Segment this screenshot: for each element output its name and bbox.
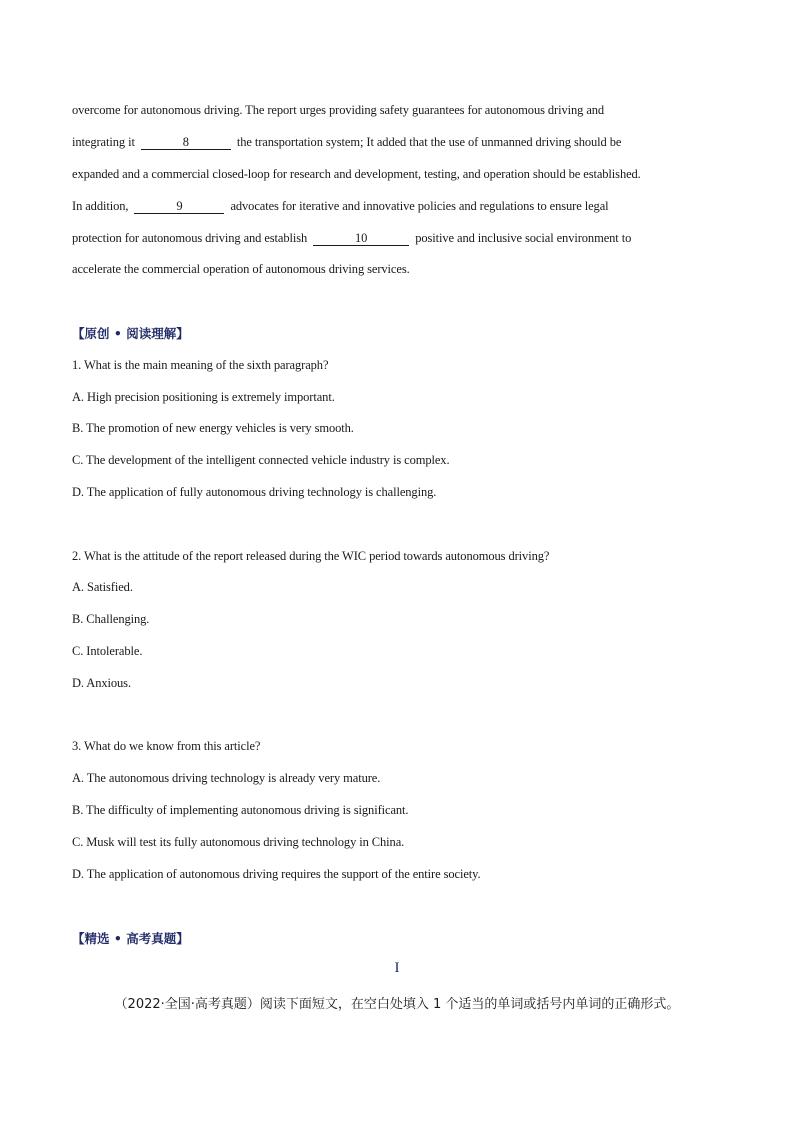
section-heading-exam: 【精选 • 高考真题】	[72, 931, 189, 946]
section-numeral: I	[394, 960, 400, 976]
passage-text: In addition,	[72, 199, 129, 213]
question-2-option-b: B. Challenging.	[72, 612, 150, 626]
question-1-option-a: A. High precision positioning is extremely important.	[72, 390, 335, 404]
question-3-option-b: B. The difficulty of implementing autonomous driving is significant.	[72, 803, 409, 817]
blank-10: 10	[313, 231, 409, 246]
passage-line-1: overcome for autonomous driving. The report urges providing safety guarantees for autonomous driving and	[72, 103, 605, 117]
passage-text: integrating it	[72, 135, 135, 149]
passage-text: protection for autonomous driving and establish	[72, 231, 308, 245]
question-2-option-d: D. Anxious.	[72, 676, 131, 690]
question-2-stem: 2. What is the attitude of the report released during the WIC period towards autonomous driving?	[72, 549, 550, 563]
passage-text: advocates for iterative and innovative policies and regulations to ensure legal	[230, 199, 609, 213]
blank-9: 9	[134, 199, 224, 214]
question-3-option-c: C. Musk will test its fully autonomous driving technology in China.	[72, 835, 405, 849]
question-3-stem: 3. What do we know from this article?	[72, 739, 261, 753]
question-3-option-a: A. The autonomous driving technology is already very mature.	[72, 771, 381, 785]
passage-text: the transportation system; It added that the use of unmanned driving should be	[236, 135, 622, 149]
passage-line-2	[72, 134, 621, 150]
passage-line-6: accelerate the commercial operation of autonomous driving services.	[72, 262, 410, 276]
question-3-option-d: D. The application of autonomous driving requires the support of the entire society.	[72, 867, 481, 881]
question-1-stem: 1. What is the main meaning of the sixth paragraph?	[72, 358, 329, 372]
exercise-instruction: （2022·全国·高考真题）阅读下面短文，在空白处填入 1 个适当的单词或括号内单词的正确形式。	[114, 997, 680, 1012]
passage-text: positive and inclusive social environment to	[415, 231, 632, 245]
question-2-option-a: A. Satisfied.	[72, 580, 133, 594]
passage-line-4	[72, 198, 609, 214]
question-1-option-b: B. The promotion of new energy vehicles is very smooth.	[72, 421, 354, 435]
question-1-option-d: D. The application of fully autonomous driving technology is challenging.	[72, 485, 437, 499]
passage-line-5	[72, 230, 631, 246]
section-heading-reading: 【原创 • 阅读理解】	[72, 326, 189, 341]
passage-line-3: expanded and a commercial closed-loop for research and development, testing, and operation should be established.	[72, 167, 641, 181]
question-1-option-c: C. The development of the intelligent connected vehicle industry is complex.	[72, 453, 450, 467]
question-2-option-c: C. Intolerable.	[72, 644, 143, 658]
blank-8: 8	[141, 135, 231, 150]
